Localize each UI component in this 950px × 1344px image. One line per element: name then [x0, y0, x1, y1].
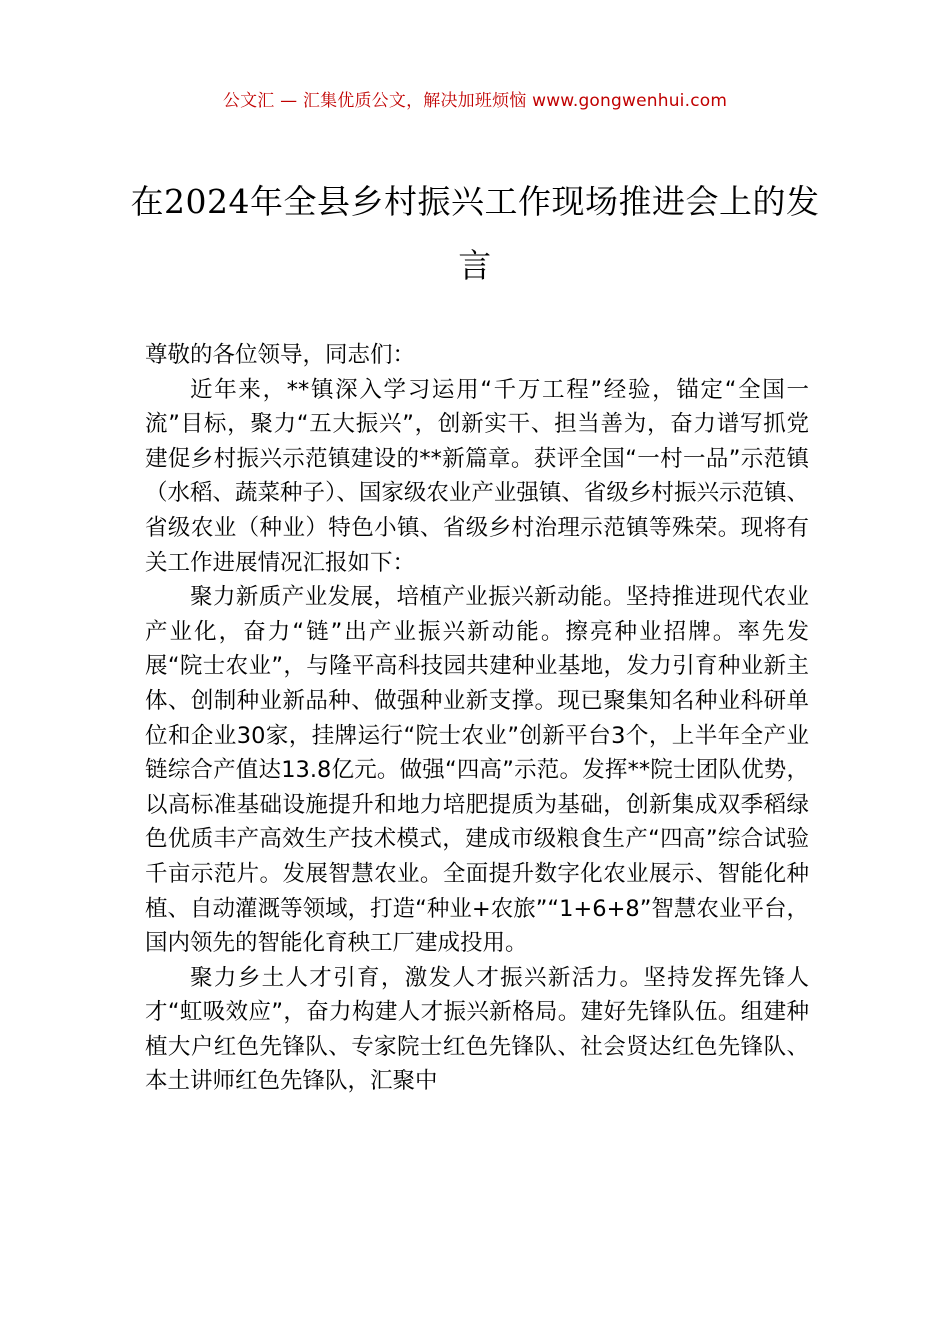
paragraph: 聚力新质产业发展，培植产业振兴新动能。坚持推进现代农业产业化，奋力“链”出产业振兴新动能。擦亮种业招牌。率先发展“院士农业”，与隆平高科技园共建种业基地，发力引育种业新主体、创制种业新品种、做强种业新支撑。现已聚集知名种业科研单位和企业30家，挂牌运行“院士农业”创新平台3个，上半年全产业链综合产值达13.8亿元。做强“四高”示范。发挥**院士团队优势，以高标准基础设施提升和地力培肥提质为基础，创新集成双季稻绿色优质丰产高效生产技术模式，建成市级粮食生产“四高”综合试验千亩示范片。发展智慧农业。全面提升数字化农业展示、智能化种植、自动灌溉等领域，打造“种业+农旅”“1+6+8”智慧农业平台，国内领先的智能化育秧工厂建成投用。 — [145, 584, 809, 957]
paragraph: 聚力乡土人才引育，激发人才振兴新活力。坚持发挥先锋人才“虹吸效应”，奋力构建人才振兴新格局。建好先锋队伍。组建种植大户红色先锋队、专家院士红色先锋队、社会贤达红色先锋队、本土讲师红色先锋队，汇聚中 — [145, 964, 809, 1095]
salutation: 尊敬的各位领导，同志们： — [145, 342, 416, 368]
document-title: 在2024年全县乡村振兴工作现场推进会上的发言 — [130, 182, 820, 285]
paragraph: 近年来，**镇深入学习运用“千万工程”经验，锚定“全国一流”目标，聚力“五大振兴”，创新实干、担当善为，奋力谱写抓党建促乡村振兴示范镇建设的**新篇章。获评全国“一村一品”示范镇（水稻、蔬菜种子）、国家级农业产业强镇、省级乡村振兴示范镇、省级农业（种业）特色小镇、省级乡村治理示范镇等殊荣。现将有关工作进展情况汇报如下： — [145, 376, 809, 576]
site-header-banner: 公文汇 — 汇集优质公文，解决加班烦恼 www.gongwenhui.com — [222, 91, 728, 111]
document-body — [145, 338, 809, 1099]
